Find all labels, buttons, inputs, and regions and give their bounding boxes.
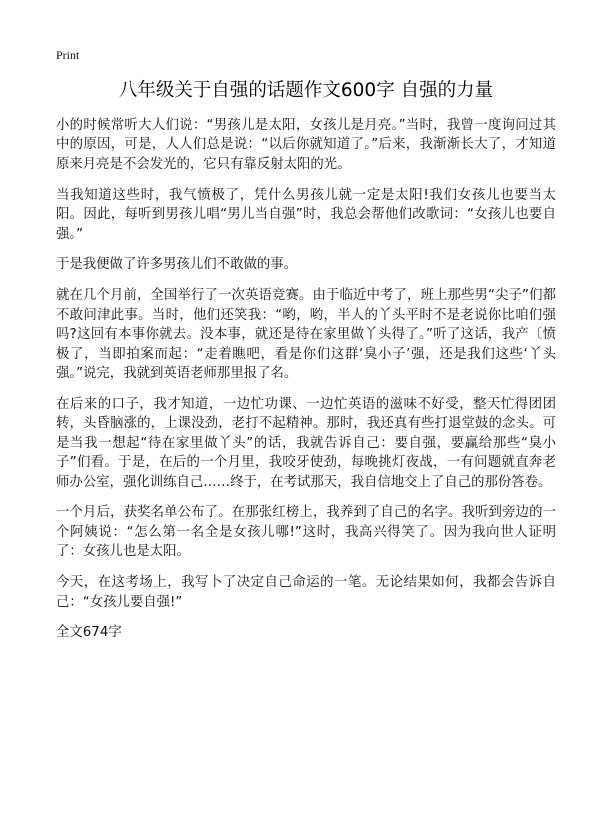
article-body	[56, 116, 556, 612]
page-title: 八年级关于自强的话题作文600字 自强的力量	[118, 80, 494, 101]
article-paragraph: 在后来的口子，我才知道，一边忙功课、一边忙英语的滋味不好受，整天忙得团团转，头昏脑涨的，上课没劲，老打不起精神。那时，我还真有些打退堂鼓的念头。可是当我一想起“待在家里做丫头”的话，我就告诉自己：要自强，要赢给那些“臭小子”们看。于是，在后的一个月里，我咬牙使劲，每晚挑灯夜战，一有问题就直奔老师办公室，强化训练自己……终于，在考试那天，我自信地交上了自己的那份答卷。	[56, 396, 556, 490]
article-paragraph: 一个月后，获奖名单公布了。在那张红榜上，我养到了自己的名字。我听到旁边的一个阿姨说：“怎么第一名全是女孩儿哪!”这时，我高兴得笑了。因为我向世人证明了：女孩儿也是太阳。	[56, 505, 556, 560]
article-paragraph: 今天，在这考场上，我写卜了决定自己命运的一笔。无论结果如何，我都会告诉自己：“女孩儿要自强!”	[56, 575, 556, 610]
article-paragraph: 于是我便做了许多男孩儿们不敢做的事。	[56, 257, 298, 273]
word-count: 全文674字	[56, 625, 122, 641]
article-paragraph: 就在几个月前，全国举行了一次英语竞赛。由于临近中考了，班上那些男“尖子”们都不敢问津此事。当时，他们还笑我：“哟，哟，半人的丫头平时不是老说你比咱们强吗?这回有本事你就去。没本事，就还是待在家里做丫头得了。”听了这话，我产〔愤极了，当即拍案而起：“走着瞧吧，看是你们这群‘臭小子’强，还是我们这些‘丫头强。”说完，我就到英语老师那里报了名。	[56, 288, 556, 381]
article-paragraph: 小的时候常听大人们说：“男孩儿是太阳，女孩儿是月亮。”当时，我曾一度询问过其中的原因，可是，人人们总是说：“以后你就知道了。”后来，我渐渐长大了，才知道原来月亮是不会发光的，它只有靠反射太阳的光。	[56, 118, 556, 172]
article-paragraph: 当我知道这些时，我气愤极了，凭什么男孩儿就一定是太阳!我们女孩儿也要当太阳。因此，每听到男孩儿唱“男儿当自强”时，我总会帮他们改歌词：“女孩儿也要自强。”	[56, 187, 556, 242]
print-link[interactable]: Print	[56, 48, 80, 62]
